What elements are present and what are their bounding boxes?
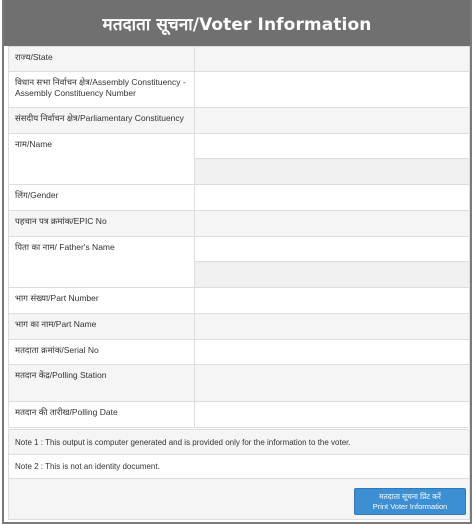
row-parliamentary	[9, 108, 470, 134]
parliamentary-label: संसदीय निर्वाचन क्षेत्र/Parliamentary Constituency	[9, 108, 195, 134]
print-button-label-english: Print Voter Information	[372, 502, 448, 512]
part-number-value	[195, 288, 470, 314]
parliamentary-value	[195, 108, 470, 134]
epic-value	[195, 211, 470, 237]
state-label: राज्य/State	[9, 47, 195, 72]
row-polling-station	[9, 365, 470, 402]
note-1-text: Note 1 : This output is computer generated and is provided only for the information to the voter.	[9, 430, 470, 455]
note-2-row	[8, 454, 470, 479]
row-father	[9, 237, 470, 262]
father-label: पिता का नाम/ Father's Name	[9, 237, 195, 288]
assembly-label: विधान सभा निर्वाचन क्षेत्र/Assembly Constituency - Assembly Constituency Number	[9, 72, 195, 108]
row-assembly	[9, 72, 470, 108]
polling-date-value	[195, 402, 470, 428]
part-name-value	[195, 314, 470, 340]
polling-station-value	[195, 365, 470, 402]
page-title: मतदाता सूचना/Voter Information	[4, 0, 470, 46]
row-gender	[9, 185, 470, 211]
name-label: नाम/Name	[9, 134, 195, 185]
name-value-regional	[195, 159, 470, 185]
state-value	[195, 47, 470, 72]
name-value	[195, 134, 470, 159]
part-number-label: भाग संख्या/Part Number	[9, 288, 195, 314]
gender-label: लिंग/Gender	[9, 185, 195, 211]
part-name-label: भाग का नाम/Part Name	[9, 314, 195, 340]
father-value-regional	[195, 262, 470, 288]
row-part-number	[9, 288, 470, 314]
row-name	[9, 134, 470, 159]
note-1-row	[8, 429, 470, 455]
gender-value	[195, 185, 470, 211]
row-epic	[9, 211, 470, 237]
polling-station-label: मतदान केंद्र/Polling Station	[9, 365, 195, 402]
action-bar	[8, 478, 470, 520]
print-button-label-hindi: मतदाता सूचना प्रिंट करें	[379, 492, 441, 501]
voter-info-panel	[2, 0, 472, 524]
print-voter-info-button[interactable]	[354, 488, 466, 515]
father-value	[195, 237, 470, 262]
serial-value	[195, 340, 470, 365]
polling-date-label: मतदान की तारीख/Polling Date	[9, 402, 195, 428]
row-part-name	[9, 314, 470, 340]
note-2-text: Note 2 : This is not an identity document.	[9, 455, 470, 479]
row-state	[9, 47, 470, 72]
voter-info-table	[8, 46, 470, 428]
serial-label: मतदाता क्रमांक/Serial No	[9, 340, 195, 365]
epic-label: पहचान पत्र क्रमांक/EPIC No	[9, 211, 195, 237]
assembly-value	[195, 72, 470, 108]
row-polling-date	[9, 402, 470, 428]
row-serial	[9, 340, 470, 365]
